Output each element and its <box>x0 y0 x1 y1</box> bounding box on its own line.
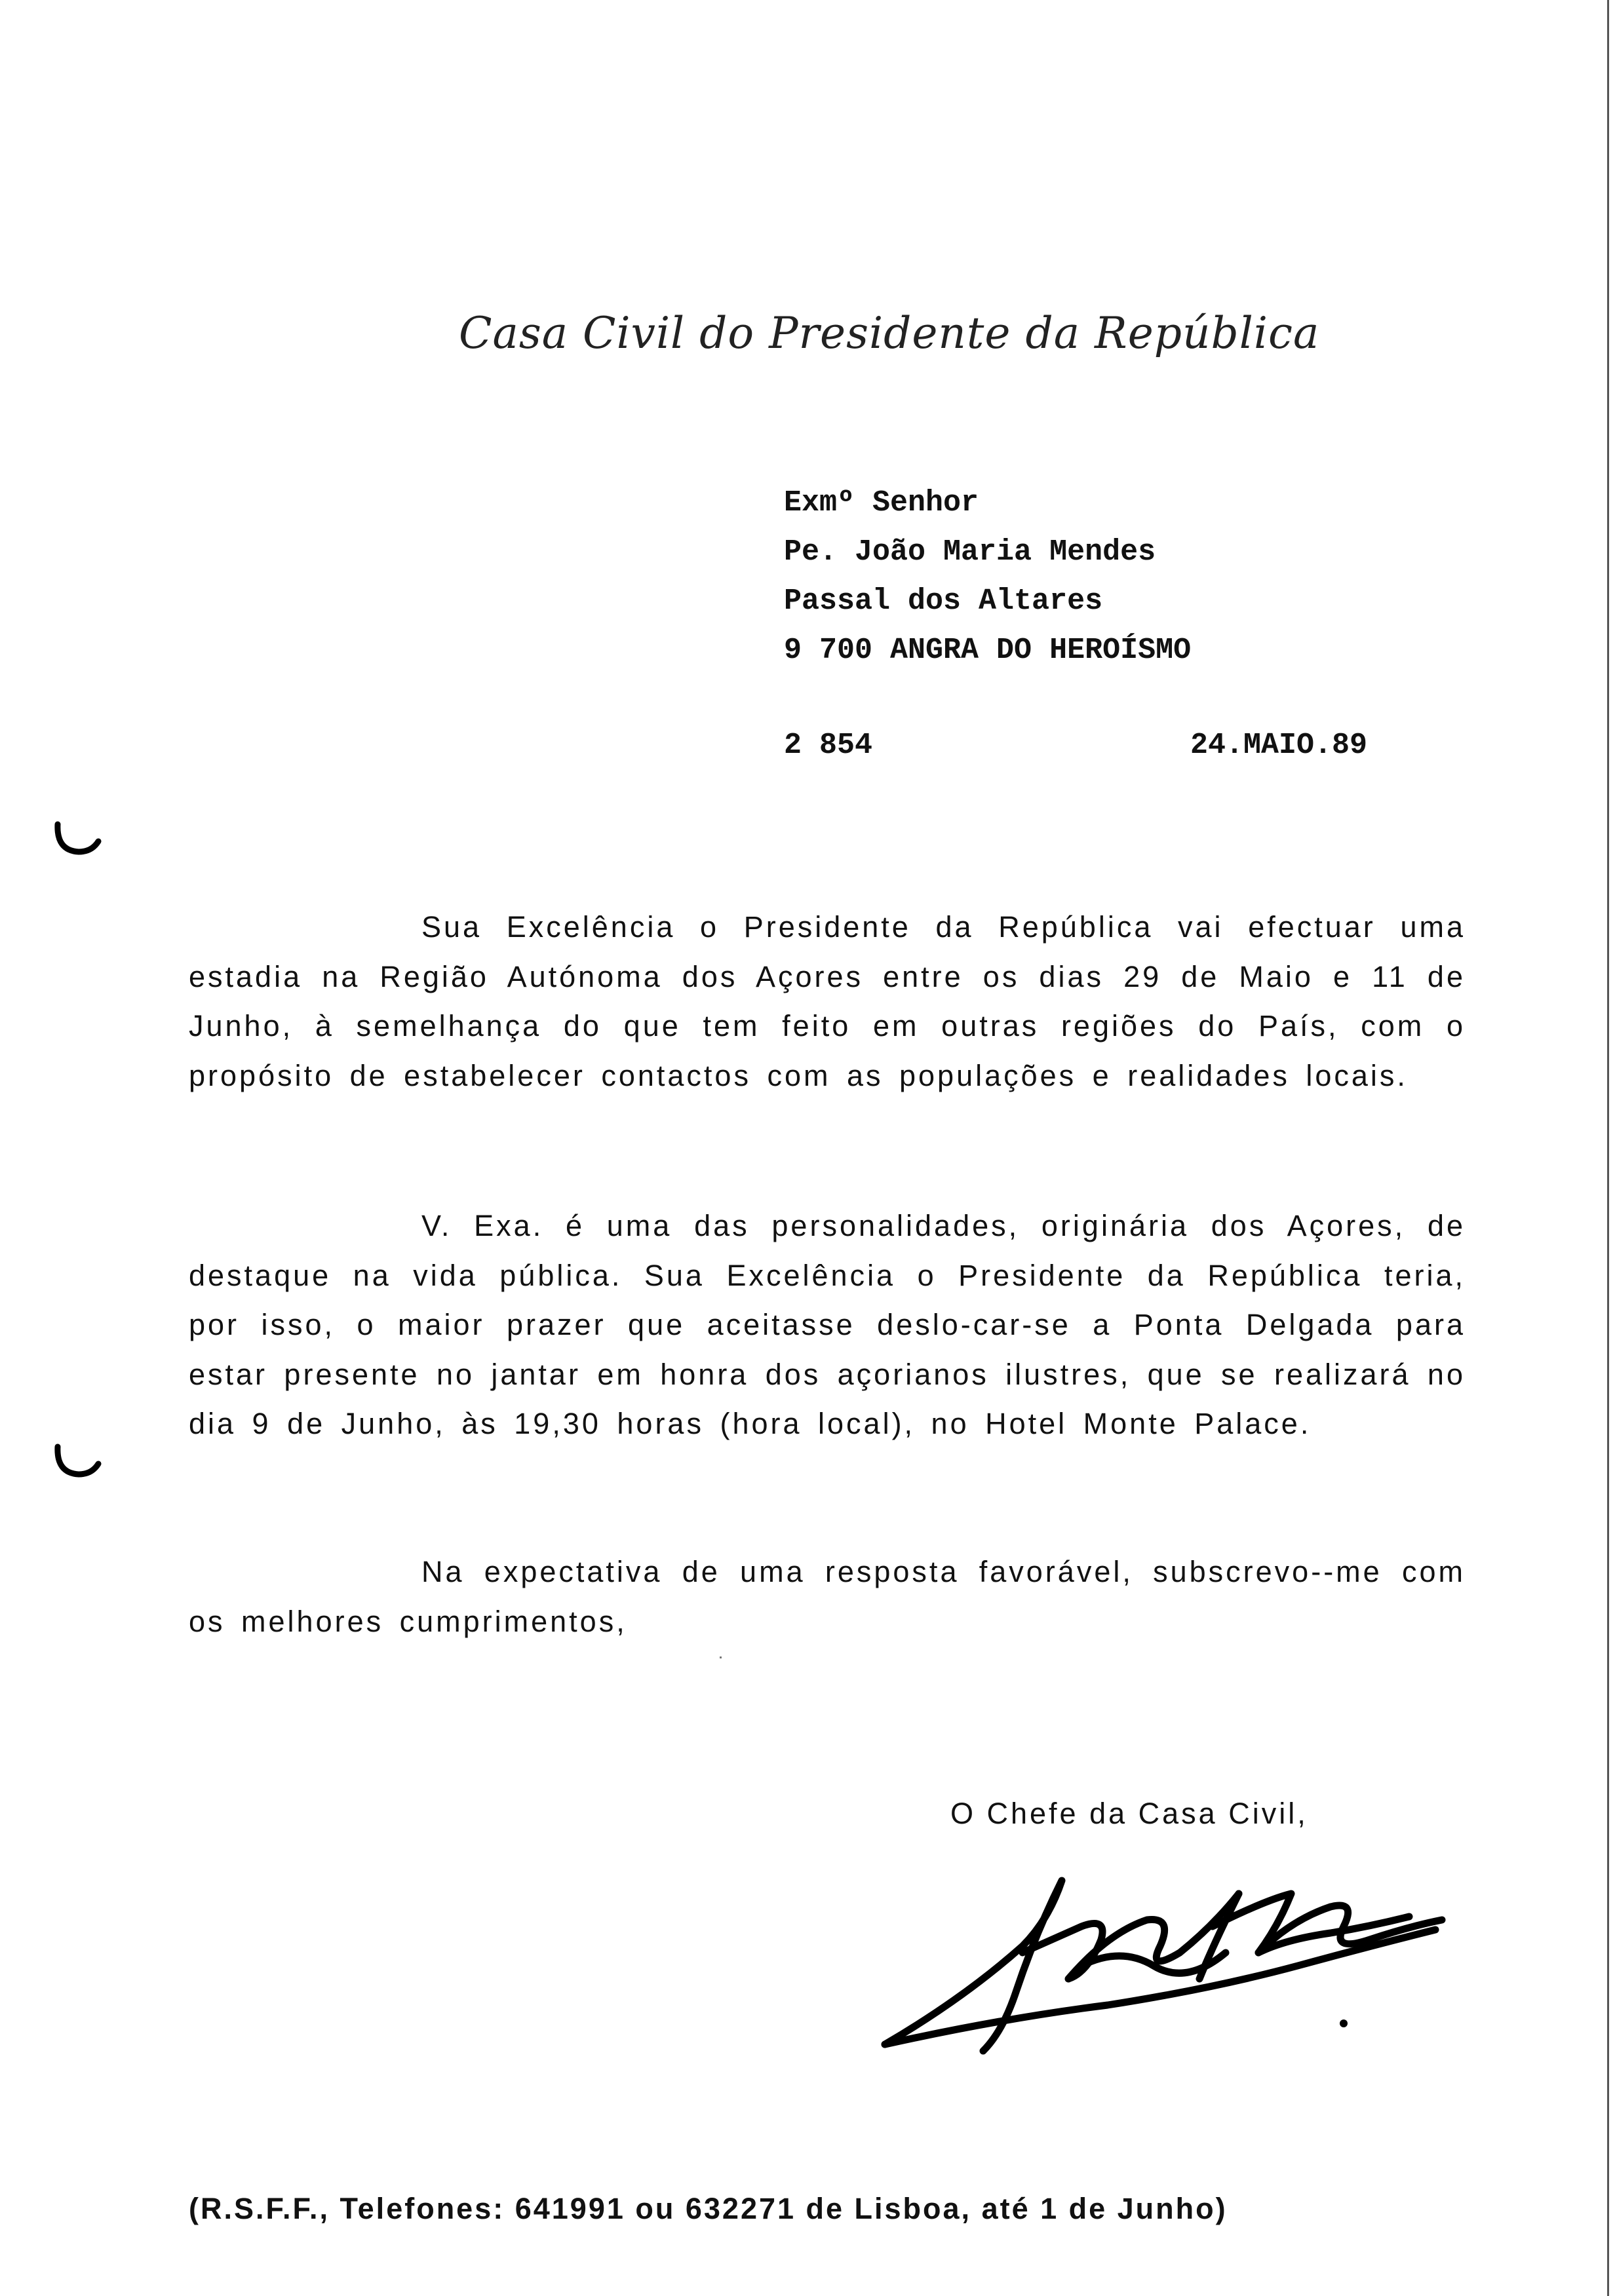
body-paragraph-2: V. Exa. é uma das personalidades, originária dos Açores, de destaque na vida pública. Sua Excelência o Presidente da República teria, por isso, o maior prazer que aceitasse deslo-car-se a Ponta Delgada para estar presente no jantar em honra dos açorianos ilustres, que se realizará no dia 9 de Junho, às 19,30 horas (hora local), no Hotel Monte Palace. <box>189 1209 1466 1440</box>
recipient-address <box>784 478 1191 675</box>
binder-hole-mark-icon <box>51 813 104 865</box>
recipient-city: 9 700 ANGRA DO HEROÍSMO <box>784 634 1192 667</box>
recipient-name: Pe. João Maria Mendes <box>784 535 1156 569</box>
recipient-street: Passal dos Altares <box>784 584 1103 618</box>
letter-date: 24.MAIO.89 <box>1190 729 1368 762</box>
body-paragraph-3: Na expectativa de uma resposta favorável, subscrevo--me com os melhores cumprimentos, <box>189 1555 1466 1638</box>
binder-hole-mark-icon <box>51 1435 104 1487</box>
letterhead: Casa Civil do Presidente da República <box>459 308 1320 358</box>
reference-number: 2 854 <box>784 729 873 762</box>
handwritten-signature <box>872 1854 1462 2064</box>
recipient-salutation: Exmº Senhor <box>784 486 979 520</box>
page-edge-line <box>1607 0 1609 2296</box>
closing-title: O Chefe da Casa Civil, <box>950 1797 1308 1830</box>
stray-mark <box>720 1656 722 1658</box>
footer-note: (R.S.F.F., Telefones: 641991 ou 632271 de Lisboa, até 1 de Junho) <box>189 2192 1228 2225</box>
body-paragraph-1: Sua Excelência o Presidente da República vai efectuar uma estadia na Região Autónoma dos Açores entre os dias 29 de Maio e 11 de Junho, à semelhança do que tem feito em outras regiões do País, com o propósito de estabelecer contactos com as populações e realidades locais. <box>189 910 1466 1092</box>
